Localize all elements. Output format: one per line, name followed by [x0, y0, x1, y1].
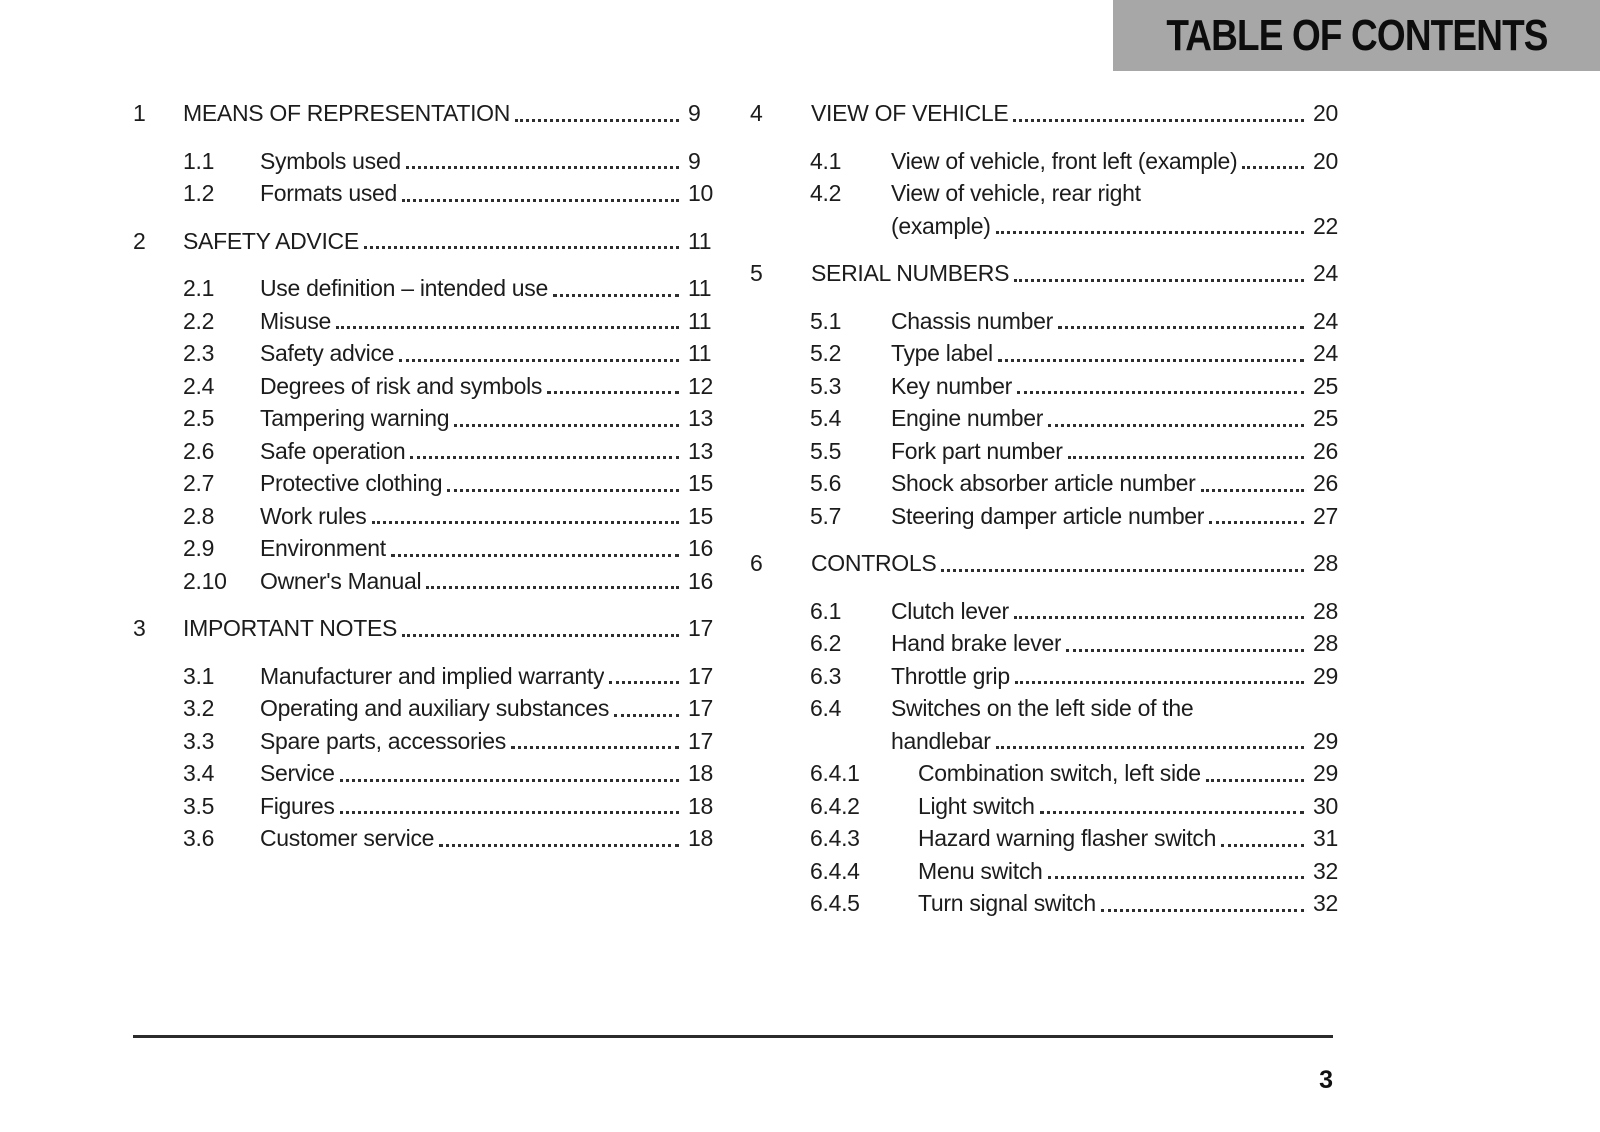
toc-entry-page: 16: [688, 567, 713, 594]
toc-entry-title: VIEW OF VEHICLE: [811, 100, 1009, 126]
toc-entry-number: 4.1: [810, 147, 842, 174]
toc-entry-row: [750, 370, 1348, 403]
toc-entry-number: 6.2: [810, 630, 842, 656]
toc-entry-number: 2.6: [183, 437, 215, 464]
dot-leader: [1048, 876, 1304, 879]
dot-leader: [511, 746, 679, 749]
dot-leader: [336, 326, 679, 329]
toc-entry-number: 3.5: [183, 792, 215, 819]
toc-entry-number: 2.7: [183, 470, 215, 496]
toc-entry-title: View of vehicle, rear right: [891, 180, 1141, 206]
toc-entry-title: Combination switch, left side: [918, 760, 1201, 786]
toc-entry-page: 25: [1313, 405, 1338, 431]
toc-entry-page: 18: [688, 792, 713, 819]
toc-section-row: [133, 97, 723, 130]
toc-column-left: [133, 97, 723, 855]
toc-entry-number: 4: [750, 100, 763, 126]
toc-entry-page: 12: [688, 372, 713, 399]
dot-leader: [998, 359, 1304, 362]
toc-entry-number: 6: [750, 550, 763, 576]
toc-entry-title: Hazard warning flasher switch: [918, 825, 1217, 851]
toc-entry-row: [750, 887, 1348, 920]
toc-entry-number: 5.1: [810, 307, 842, 334]
toc-entry-row: [133, 757, 723, 790]
toc-entry-title: Service: [260, 760, 335, 786]
toc-entry-page: 13: [688, 437, 713, 464]
toc-entry-number: 5.3: [810, 372, 842, 399]
toc-entry-number: 3.4: [183, 760, 215, 786]
toc-entry-page: 11: [688, 275, 712, 301]
dot-leader: [515, 119, 679, 122]
dot-leader: [614, 714, 679, 717]
toc-entry-row: [750, 627, 1348, 660]
toc-entry-row: [750, 337, 1348, 370]
toc-entry-row: [750, 595, 1348, 628]
dot-leader: [391, 554, 679, 557]
toc-entry-page: 28: [1313, 630, 1338, 656]
toc-entry-title: Type label: [891, 340, 993, 366]
toc-entry-page: 25: [1313, 372, 1338, 399]
toc-entry-page: 17: [688, 662, 713, 689]
toc-entry-page: 24: [1313, 340, 1338, 366]
dot-leader: [1066, 649, 1304, 652]
toc-entry-row: [750, 177, 1348, 210]
toc-entry-page: 24: [1313, 260, 1338, 286]
toc-entry-row: [133, 692, 723, 725]
toc-entry-number: 5: [750, 260, 763, 286]
dot-leader: [1013, 119, 1304, 122]
toc-entry-page: 18: [688, 760, 713, 786]
toc-entry-page: 29: [1313, 727, 1338, 754]
dot-leader: [1058, 326, 1304, 329]
toc-entry-number: 6.1: [810, 597, 842, 624]
toc-entry-title: MEANS OF REPRESENTATION: [183, 100, 511, 126]
dot-leader: [1206, 779, 1304, 782]
toc-entry-title: IMPORTANT NOTES: [183, 615, 398, 641]
toc-entry-title: Figures: [260, 792, 335, 819]
toc-entry-page: 26: [1313, 437, 1338, 464]
toc-entry-page: 16: [688, 535, 713, 561]
toc-entry-row: [133, 565, 723, 598]
dot-leader: [1015, 681, 1304, 684]
toc-entry-number: 6.4.1: [810, 760, 860, 786]
toc-entry-page: 15: [688, 502, 713, 529]
toc-entry-row: [133, 435, 723, 468]
toc-entry-row: [750, 435, 1348, 468]
dot-leader: [1014, 279, 1304, 282]
dot-leader: [609, 681, 679, 684]
toc-entry-page: 32: [1313, 857, 1338, 884]
toc-entry-number: 5.5: [810, 437, 842, 464]
toc-entry-page: 20: [1313, 147, 1338, 174]
dot-leader: [410, 456, 679, 459]
toc-entry-row: [133, 725, 723, 758]
toc-entry-row: [133, 305, 723, 338]
toc-entry-row: [133, 370, 723, 403]
toc-entry-page: 26: [1313, 470, 1338, 496]
toc-entry-title: Protective clothing: [260, 470, 443, 496]
toc-entry-number: 3.3: [183, 727, 215, 754]
toc-entry-title: Formats used: [260, 180, 398, 206]
toc-entry-title: Menu switch: [918, 857, 1043, 884]
toc-entry-row: [133, 145, 723, 178]
toc-entry-number: 2: [133, 227, 146, 254]
dot-leader: [1221, 844, 1304, 847]
toc-entry-page: 29: [1313, 760, 1338, 786]
toc-entry-row: [750, 790, 1348, 823]
toc-entry-row: [133, 467, 723, 500]
toc-entry-title: Turn signal switch: [918, 890, 1096, 916]
dot-leader: [553, 294, 679, 297]
page-header-banner: [1113, 0, 1600, 71]
toc-entry-row: [133, 402, 723, 435]
toc-entry-title: Degrees of risk and symbols: [260, 372, 543, 399]
toc-entry-page: 22: [1313, 212, 1338, 239]
toc-entry-title: Misuse: [260, 307, 332, 334]
toc-entry-row: [133, 532, 723, 565]
toc-entry-title: SAFETY ADVICE: [183, 227, 359, 254]
dot-leader: [402, 199, 679, 202]
toc-entry-row: [750, 757, 1348, 790]
toc-entry-title: CONTROLS: [811, 550, 937, 576]
toc-section-row: [750, 97, 1348, 130]
toc-entry-page: 10: [688, 180, 713, 206]
toc-entry-number: 1.2: [183, 180, 215, 206]
dot-leader: [1048, 424, 1304, 427]
toc-entry-page: 30: [1313, 792, 1338, 819]
toc-entry-number: 2.2: [183, 307, 215, 334]
toc-entry-title: Operating and auxiliary substances: [260, 695, 610, 721]
toc-entry-title: Switches on the left side of the: [891, 695, 1194, 721]
toc-entry-number: 6.4: [810, 695, 842, 721]
toc-entry-row: [750, 145, 1348, 178]
dot-leader: [454, 424, 679, 427]
toc-entry-page: 11: [688, 340, 712, 366]
toc-entry-title: Owner's Manual: [260, 567, 422, 594]
toc-entry-number: 2.1: [183, 275, 215, 301]
dot-leader: [426, 586, 679, 589]
toc-section-row: [750, 257, 1348, 290]
toc-entry-page: 15: [688, 470, 713, 496]
toc-entry-page: 9: [688, 147, 701, 174]
toc-entry-title: Manufacturer and implied warranty: [260, 662, 605, 689]
toc-entry-page: 17: [688, 695, 713, 721]
toc-entry-number: 2.4: [183, 372, 215, 399]
toc-entry-page: 9: [688, 100, 701, 126]
toc-entry-page: 20: [1313, 100, 1338, 126]
dot-leader: [340, 779, 679, 782]
toc-entry-number: 2.9: [183, 535, 215, 561]
toc-entry-number: 1.1: [183, 147, 215, 174]
toc-entry-number: 5.7: [810, 502, 842, 529]
toc-entry-title: Environment: [260, 535, 386, 561]
toc-entry-title: Work rules: [260, 502, 367, 529]
toc-entry-title: handlebar: [891, 727, 991, 754]
toc-entry-title: Throttle grip: [891, 662, 1010, 689]
footer-divider: [133, 1035, 1333, 1038]
toc-entry-number: 6.4.4: [810, 857, 860, 884]
toc-entry-page: 24: [1313, 307, 1338, 334]
toc-entry-row: [750, 500, 1348, 533]
toc-entry-number: 6.4.5: [810, 890, 860, 916]
dot-leader: [1101, 909, 1304, 912]
toc-entry-title: Hand brake lever: [891, 630, 1062, 656]
toc-section-row: [133, 612, 723, 645]
toc-entry-title: Fork part number: [891, 437, 1063, 464]
dot-leader: [439, 844, 679, 847]
toc-entry-row: [133, 660, 723, 693]
toc-entry-row: [133, 337, 723, 370]
dot-leader: [402, 634, 679, 637]
dot-leader: [447, 489, 679, 492]
dot-leader: [996, 746, 1304, 749]
dot-leader: [406, 166, 679, 169]
toc-entry-title: View of vehicle, front left (example): [891, 147, 1238, 174]
toc-entry-title: Light switch: [918, 792, 1035, 819]
dot-leader: [996, 231, 1304, 234]
toc-column-right: [750, 97, 1348, 920]
toc-entry-number: 4.2: [810, 180, 842, 206]
toc-entry-title: Customer service: [260, 825, 435, 851]
toc-entry-row-continued: [750, 210, 1348, 243]
toc-entry-row: [750, 402, 1348, 435]
toc-entry-row: [750, 660, 1348, 693]
dot-leader: [1040, 811, 1304, 814]
toc-entry-page: 11: [688, 227, 712, 254]
toc-entry-title: Shock absorber article number: [891, 470, 1196, 496]
toc-entry-number: 2.10: [183, 567, 227, 594]
toc-entry-number: 5.6: [810, 470, 842, 496]
dot-leader: [399, 359, 679, 362]
toc-entry-title: Steering damper article number: [891, 502, 1205, 529]
toc-entry-row: [133, 272, 723, 305]
toc-entry-title: Engine number: [891, 405, 1044, 431]
toc-entry-page: 28: [1313, 597, 1338, 624]
toc-entry-number: 2.3: [183, 340, 215, 366]
toc-entry-page: 17: [688, 615, 713, 641]
toc-entry-title: Clutch lever: [891, 597, 1009, 624]
toc-entry-title: SERIAL NUMBERS: [811, 260, 1010, 286]
dot-leader: [1014, 616, 1304, 619]
toc-entry-title: Key number: [891, 372, 1013, 399]
toc-entry-number: 3.1: [183, 662, 215, 689]
toc-entry-number: 2.5: [183, 405, 215, 431]
dot-leader: [364, 246, 679, 249]
toc-entry-page: 17: [688, 727, 713, 754]
toc-entry-number: 6.4.3: [810, 825, 860, 851]
toc-entry-page: 27: [1313, 502, 1338, 529]
toc-entry-page: 18: [688, 825, 713, 851]
toc-entry-page: 13: [688, 405, 713, 431]
toc-entry-title: Use definition – intended use: [260, 275, 548, 301]
toc-entry-title: Safe operation: [260, 437, 406, 464]
dot-leader: [941, 569, 1304, 572]
toc-entry-row: [133, 790, 723, 823]
toc-entry-row: [750, 855, 1348, 888]
toc-entry-page: 29: [1313, 662, 1338, 689]
toc-entry-row: [750, 692, 1348, 725]
toc-entry-row: [750, 822, 1348, 855]
toc-entry-number: 6.3: [810, 662, 842, 689]
toc-entry-page: 32: [1313, 890, 1338, 916]
toc-section-row: [133, 225, 723, 258]
toc-entry-page: 31: [1313, 825, 1338, 851]
toc-entry-page: 11: [688, 307, 712, 334]
toc-entry-title: Safety advice: [260, 340, 395, 366]
toc-entry-title: Chassis number: [891, 307, 1053, 334]
dot-leader: [1017, 391, 1304, 394]
dot-leader: [1068, 456, 1304, 459]
toc-entry-row: [133, 500, 723, 533]
toc-entry-number: 5.4: [810, 405, 842, 431]
toc-entry-row: [750, 305, 1348, 338]
toc-entry-title: Spare parts, accessories: [260, 727, 506, 754]
dot-leader: [547, 391, 679, 394]
toc-entry-page: 28: [1313, 550, 1338, 576]
toc-entry-number: 2.8: [183, 502, 215, 529]
toc-entry-number: 6.4.2: [810, 792, 860, 819]
toc-section-row: [750, 547, 1348, 580]
toc-entry-number: 3.6: [183, 825, 215, 851]
toc-entry-row: [133, 177, 723, 210]
toc-entry-title: Tampering warning: [260, 405, 450, 431]
dot-leader: [1201, 489, 1304, 492]
toc-entry-title: (example): [891, 212, 991, 239]
page-title: TABLE OF CONTENTS: [1165, 10, 1548, 60]
toc-entry-number: 1: [133, 100, 146, 126]
toc-entry-row: [133, 822, 723, 855]
footer-page-number: 3: [1319, 1066, 1333, 1094]
dot-leader: [1209, 521, 1304, 524]
toc-entry-number: 3.2: [183, 695, 215, 721]
toc-entry-row: [750, 467, 1348, 500]
toc-entry-title: Symbols used: [260, 147, 401, 174]
toc-entry-number: 3: [133, 615, 146, 641]
toc-entry-number: 5.2: [810, 340, 842, 366]
dot-leader: [372, 521, 680, 524]
dot-leader: [340, 811, 679, 814]
dot-leader: [1242, 166, 1304, 169]
toc-entry-row-continued: [750, 725, 1348, 758]
